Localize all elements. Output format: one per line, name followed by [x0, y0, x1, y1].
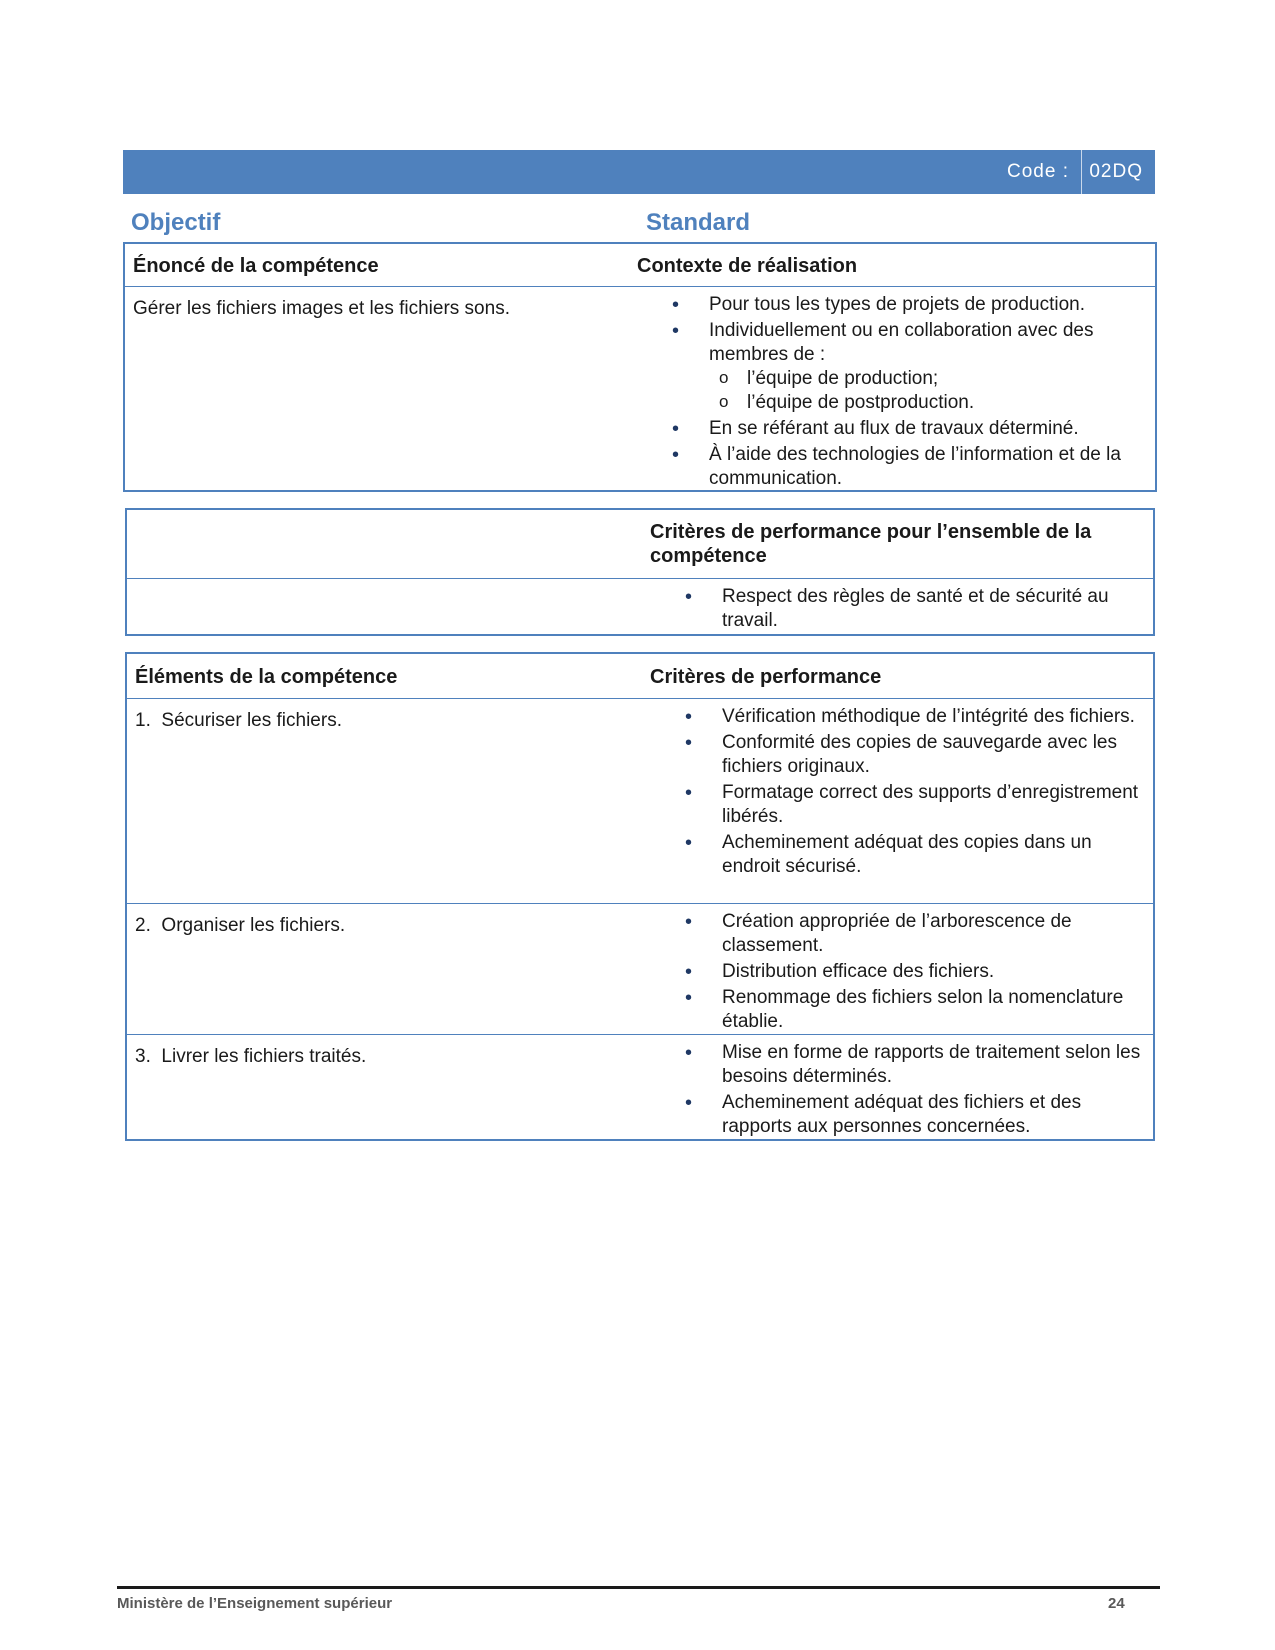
performance-criteria-header: Critères de performance [650, 666, 882, 688]
table-row [127, 1034, 1153, 1139]
context-list [637, 293, 1147, 491]
list-item: • Acheminement adéquat des fichiers et des rapports aux personnes concernées. [650, 1091, 1145, 1139]
sub-list-item: o l’équipe de postproduction. [709, 391, 1147, 415]
element-label: 2. Organiser les fichiers. [135, 915, 346, 936]
footer-ministry: Ministère de l’Enseignement supérieur [117, 1595, 393, 1612]
table-row [125, 286, 1155, 490]
element-label: 3. Livrer les fichiers traités. [135, 1046, 367, 1067]
list-item: • En se référant au flux de travaux déterminé. [637, 417, 1147, 441]
context-header: Contexte de réalisation [637, 255, 858, 277]
elements-header: Éléments de la compétence [135, 666, 398, 688]
competence-statement-table [123, 242, 1157, 492]
code-label: Code : [1007, 161, 1069, 182]
criteria-list [650, 705, 1145, 879]
table-header-row [127, 510, 1153, 578]
list-item: • À l’aide des technologies de l’information et de la communication. [637, 443, 1147, 491]
elements-table [125, 652, 1155, 1141]
list-item: • Distribution efficace des fichiers. [650, 960, 1145, 984]
table-header-row [125, 244, 1155, 286]
list-item: • Formatage correct des supports d’enregistrement libérés. [650, 781, 1145, 829]
general-criteria-header: Critères de performance pour l’ensemble de la compétence [650, 521, 1092, 567]
table-row [127, 698, 1153, 904]
code-bar [123, 150, 1155, 194]
page-number: 24 [1108, 1595, 1125, 1612]
heading-objectif: Objectif [131, 209, 221, 236]
list-item: • Pour tous les types de projets de production. [637, 293, 1147, 317]
sub-list-item: o l’équipe de production; [709, 367, 1147, 391]
list-item: • Respect des règles de santé et de sécurité au travail. [650, 585, 1145, 633]
footer-divider [117, 1586, 1160, 1589]
criteria-list [650, 910, 1145, 1034]
list-item: • Vérification méthodique de l’intégrité des fichiers. [650, 705, 1145, 729]
list-item: • Mise en forme de rapports de traitement selon les besoins déterminés. [650, 1041, 1145, 1089]
criteria-list [650, 1041, 1145, 1139]
list-item: • Renommage des fichiers selon la nomenclature établie. [650, 986, 1145, 1034]
code-value: 02DQ [1089, 161, 1143, 182]
list-item: • Individuellement ou en collaboration avec des membres de : o l’équipe de production; o l’équipe de postproduction. [637, 319, 1147, 415]
table-row [127, 903, 1153, 1035]
table-header-row [127, 654, 1153, 698]
statement-header: Énoncé de la compétence [133, 255, 379, 277]
code-separator [1081, 150, 1082, 194]
competence-statement: Gérer les fichiers images et les fichiers sons. [133, 298, 510, 319]
general-criteria-table [125, 508, 1155, 636]
table-row [127, 578, 1153, 634]
list-item: • Création appropriée de l’arborescence de classement. [650, 910, 1145, 958]
heading-standard: Standard [646, 209, 751, 236]
list-item: • Conformité des copies de sauvegarde avec les fichiers originaux. [650, 731, 1145, 779]
general-criteria-list [650, 585, 1145, 633]
element-label: 1. Sécuriser les fichiers. [135, 710, 342, 731]
list-item: • Acheminement adéquat des copies dans un endroit sécurisé. [650, 831, 1145, 879]
